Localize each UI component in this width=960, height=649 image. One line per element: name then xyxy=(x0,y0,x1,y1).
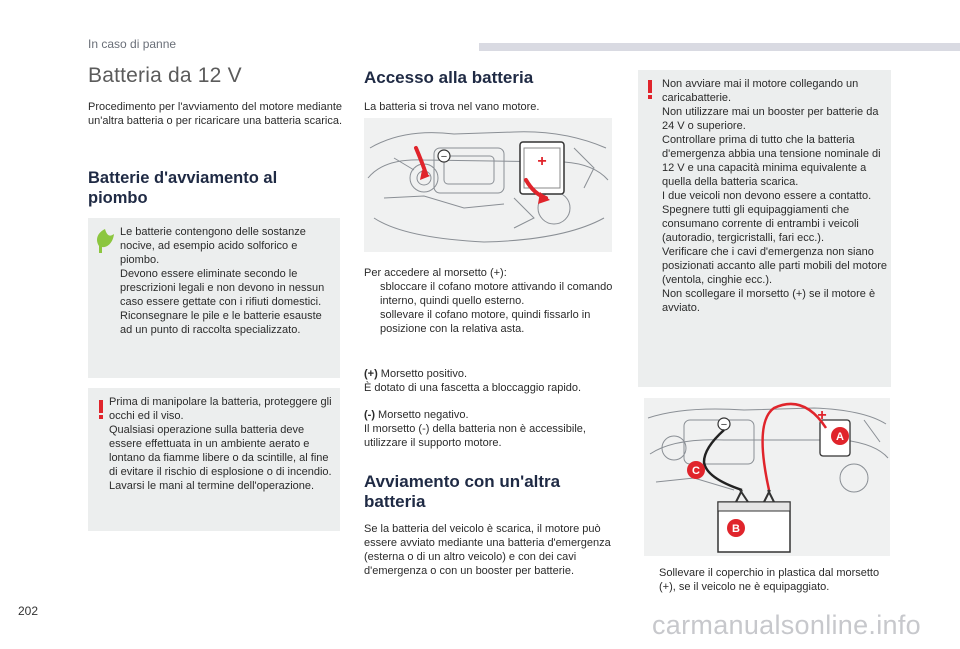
negative-terminal-info xyxy=(364,408,616,450)
warning-line: Spegnere tutti gli equipaggiamenti che consumano corrente di entrambi i veicoli (autoradio, tergicristalli, fari ecc.). xyxy=(662,204,859,244)
eco-note-line: Le batterie contengono delle sostanze nocive, ad esempio acido solforico e piombo. xyxy=(120,226,306,266)
right-warning-box xyxy=(638,70,891,387)
recycle-leaf-icon xyxy=(93,228,117,254)
arrow-down-left xyxy=(416,148,426,174)
warning-note-text xyxy=(109,395,334,493)
warning-line: I due veicoli non devono essere a contatto. xyxy=(662,190,872,202)
eco-note-line: Devono essere eliminate secondo le prescrizioni legali e non devono in nessun caso essere gettate con i rifiuti domestici. xyxy=(120,268,325,308)
badge-b-label: B xyxy=(732,523,740,535)
warning-line: Non avviare mai il motore collegando un caricabatterie. xyxy=(662,78,859,104)
terminal-access-block xyxy=(364,266,616,336)
positive-title: Morsetto positivo. xyxy=(377,368,468,380)
warning-line: Prima di manipolare la batteria, proteggere gli occhi ed il viso. xyxy=(109,396,332,422)
engine-bay-illustration xyxy=(364,118,612,252)
right-warning-text xyxy=(662,77,888,315)
lead-battery-heading: Batterie d'avviamento al piombo xyxy=(88,169,278,207)
minus-label: − xyxy=(720,419,728,431)
black-cable xyxy=(704,430,742,490)
bullet-icon xyxy=(364,280,374,308)
cover-step xyxy=(643,566,893,594)
positive-desc: È dotato di una fascetta a bloccaggio rapido. xyxy=(364,382,582,394)
badge-c-label: C xyxy=(692,465,700,477)
bullet-icon xyxy=(364,308,374,336)
plus-label: + xyxy=(537,153,547,170)
eco-note-text xyxy=(120,225,330,337)
warning-line: Qualsiasi operazione sulla batteria deve essere effettuata in un ambiente aerato e lontano da fiamme libere o da scintille, al fine di evitare il rischio di esplosione o di incendio. xyxy=(109,424,332,478)
terminal-step-text: sbloccare il cofano motore attivando il comando interno, quindi quello esterno. xyxy=(380,281,613,307)
terminal-intro: Per accedere al morsetto (+): xyxy=(364,267,507,279)
negative-title: Morsetto negativo. xyxy=(375,409,469,421)
engine-bay-drawing xyxy=(364,118,612,252)
warning-line: Controllare prima di tutto che la batteria d'emergenza abbia una tensione nominale di 12 V e una capacità minima equivalente a quella della batteria scarica. xyxy=(662,134,881,188)
jump-start-heading: Avviamento con un'altra batteria xyxy=(364,472,561,511)
red-cable xyxy=(763,404,826,490)
negative-label: (-) xyxy=(364,409,375,421)
section-label: In caso di panne xyxy=(88,37,177,51)
warning-line: Non utilizzare mai un booster per batterie da 24 V o superiore. xyxy=(662,106,879,132)
terminal-step-text: sollevare il cofano motore, quindi fissarlo in posizione con la relativa asta. xyxy=(380,309,591,335)
jump-start-illustration xyxy=(644,398,890,556)
warning-line: Verificare che i cavi d'emergenza non siano posizionati accanto alle parti mobili del motore (ventola, cinghie ecc.). xyxy=(662,246,888,286)
jump-start-drawing xyxy=(644,398,890,556)
eco-note-box xyxy=(88,218,340,378)
eco-note-line: Riconsegnare le pile e le batterie esauste ad un punto di raccolta specializzato. xyxy=(120,310,322,336)
minus-label: − xyxy=(440,151,448,163)
warning-line: Lavarsi le mani al termine dell'operazione. xyxy=(109,480,315,492)
terminal-step-1 xyxy=(364,280,616,308)
page-number: 202 xyxy=(18,604,39,618)
warning-note-box xyxy=(88,388,340,531)
page-title: Batteria da 12 V xyxy=(88,64,242,87)
bullet-icon xyxy=(643,566,653,594)
exclamation-icon xyxy=(645,80,655,100)
plus-label: + xyxy=(817,407,827,424)
access-heading: Accesso alla batteria xyxy=(364,68,534,87)
watermark: carmanualsonline.info xyxy=(652,610,921,640)
badge-a-label: A xyxy=(836,431,844,443)
terminal-step-2 xyxy=(364,308,616,336)
exclamation-icon xyxy=(96,400,106,420)
intro-text: Procedimento per l'avviamento del motore mediante un'altra batteria o per ricaricare una batteria scarica. xyxy=(88,101,343,127)
jump-start-text: Se la batteria del veicolo è scarica, il motore può essere avviato mediante una batteria d'emergenza (esterna o di un altro veicolo) e con dei cavi d'emergenza o con un booster per batterie. xyxy=(364,523,611,577)
positive-terminal-info xyxy=(364,367,616,395)
access-text: La batteria si trova nel vano motore. xyxy=(364,101,540,113)
positive-label: (+) xyxy=(364,368,378,380)
warning-line: Non scollegare il morsetto (+) se il motore è avviato. xyxy=(662,288,876,314)
negative-desc: Il morsetto (-) della batteria non è accessibile, utilizzare il supporto motore. xyxy=(364,423,586,449)
header-bar xyxy=(479,43,960,51)
cover-step-text: Sollevare il coperchio in plastica dal morsetto (+), se il veicolo ne è equipaggiato. xyxy=(659,567,880,593)
